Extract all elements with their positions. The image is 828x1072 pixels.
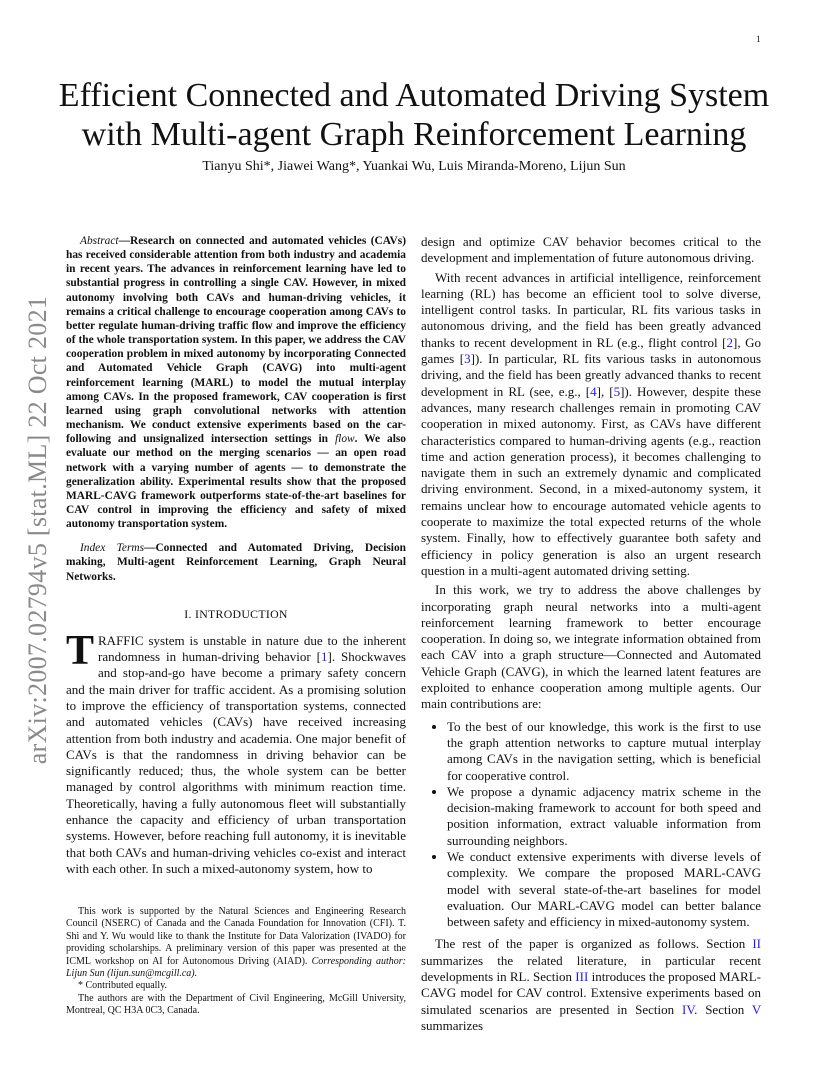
citation-link[interactable]: 4 xyxy=(590,383,597,399)
org-text-d: . Section xyxy=(694,1001,752,1017)
citation-link[interactable]: 5 xyxy=(613,383,621,399)
paragraph-continuation: design and optimize CAV behavior becomes critical to the development and implementation of future autonomous driving. xyxy=(421,234,761,266)
section-link[interactable]: III xyxy=(575,969,589,985)
section-link[interactable]: IV xyxy=(682,1001,695,1017)
intro-text-b: ]. Shockwaves and stop-and-go have become a primary safety concern and the main driver for traffic accident. As a promising solution to improve the efficiency of transportation systems, connected and automated vehicles (CAVs) have received increasing attention from both industry and academia. One major benefit of CAVs is that the randomness in driving behavior can be significantly reduced; thus, the whole system can be better managed by control algorithms with minimum reaction time. Theoretically, having a fully autonomous fleet will substantially enhance the capacity and efficiency of urban transportation systems. However, before reaching full autonomy, it is inevitable that both CAVs and human-driving vehicles co-exist and interact with each other. In such a mixed-autonomy system, how to xyxy=(66,649,406,876)
citation-link[interactable]: 1 xyxy=(321,649,328,665)
funding-footnote xyxy=(66,906,406,980)
footnotes xyxy=(66,906,406,1018)
intro-paragraph xyxy=(66,627,406,877)
rl-text-a: With recent advances in artificial intelligence, reinforcement learning (RL) has become an efficient tool to solve diverse, intelligent control tasks. In particular, RL fits various tasks in autonomous driving, and the field has been greatly advanced thanks to recent development in RL (e.g., flight control [ xyxy=(421,269,761,350)
funding-text: This work is supported by the Natural Sciences and Engineering Research Council (NSERC) of Canada and the Canada Foundation for Innovation (CFI). T. Shi and Y. Wu would like to thank the Institute for Data Valorization (IVADO) for providing scholarships. A preliminary version of this paper was presented at the ICML workshop on AI for Autonomous Driving (AIAD). xyxy=(66,906,406,967)
abstract xyxy=(66,234,406,531)
paragraph-rl-advances xyxy=(421,270,761,580)
citation-link[interactable]: 3 xyxy=(464,351,471,367)
org-text-a: The rest of the paper is organized as follows. Section xyxy=(435,936,753,952)
left-column xyxy=(66,234,406,877)
org-text-c: introduces the proposed MARL-CAVG model for CAV control. Extensive experiments based on simulated scenarios are presented in Section xyxy=(421,969,761,1017)
section-link[interactable]: V xyxy=(751,1001,761,1017)
list-item: • To the best of our knowledge, this work is the first to use the graph attention networks to capture mutual interplay among CAVs in the navigation setting, which is beneficial for cooperative control. xyxy=(447,719,761,784)
equal-contribution-footnote: * Contributed equally. xyxy=(78,980,168,992)
section-heading-introduction: I. INTRODUCTION xyxy=(184,606,288,621)
rl-text-c: ]). In particular, RL fits various tasks in autonomous driving, and the field has been greatly advanced thanks to recent development in RL (see, e.g., [ xyxy=(421,351,762,399)
rl-text-b: ], Go games [ xyxy=(421,334,762,367)
arxiv-identifier: arXiv:2007.02794v5 [stat.ML] 22 Oct 2021 xyxy=(23,295,52,765)
contributions-list xyxy=(421,719,761,931)
paragraph-this-work: In this work, we try to address the above challenges by incorporating graph neural networks into a multi-agent reinforcement learning framework to better encourage cooperation. In doing so, we integrate information obtained from each CAV into a graph structure—Connected and Automated Vehicle Graph (CAVG), in which the learned latent features are exploited to enhance cooperation among multiple agents. Our main contributions are: xyxy=(421,582,761,712)
right-column xyxy=(421,234,761,1034)
intro-text-a: RAFFIC system is unstable in nature due to the inherent randomness in human-driving behavior [ xyxy=(98,632,406,665)
abstract-label: Abstract xyxy=(80,235,119,247)
index-terms-label: Index Terms xyxy=(80,542,145,555)
author-list: Tianyu Shi*, Jiawei Wang*, Yuankai Wu, Luis Miranda-Moreno, Lijun Sun xyxy=(202,159,626,174)
citation-link[interactable]: 2 xyxy=(726,334,734,350)
drop-cap: T xyxy=(66,627,95,674)
index-terms-text: —Connected and Automated Driving, Decision making, Multi-agent Reinforcement Learning, Graph Neural Networks. xyxy=(66,542,406,583)
title-line-2: with Multi-agent Graph Reinforcement Learning xyxy=(81,116,747,153)
affiliation-footnote: The authors are with the Department of Civil Engineering, McGill University, Montreal, QC H3A 0C3, Canada. xyxy=(66,992,406,1017)
list-item: • We propose a dynamic adjacency matrix scheme in the decision-making framework to account for both speed and position information, extract valuable information from surrounding neighbors. xyxy=(447,784,761,849)
abstract-flow-word: flow xyxy=(334,433,355,446)
paper-title xyxy=(40,76,788,154)
org-text-e: summarizes xyxy=(421,1017,484,1033)
list-item: • We conduct extensive experiments with diverse levels of complexity. We compare the proposed MARL-CAVG model with several state-of-the-art baselines for model evaluation. Our MARL-CAVG model can better balance between safety and efficiency in mixed-autonomy system. xyxy=(447,849,761,930)
abstract-text: —Research on connected and automated vehicles (CAVs) has received considerable attention from both industry and academia in recent years. The advances in reinforcement learning have led to substantial progress in controlling a single CAV. However, in mixed autonomy involving both CAVs and human-driving vehicles, it remains a critical challenge to encourage cooperation among CAVs to better regulate human-driving traffic flow and improve the efficiency of the whole transportation system. In this paper, we address the CAV cooperation problem in mixed autonomy by incorporating Connected and Automated Vehicle Graph (CAVG) into multi-agent reinforcement learning (MARL) to model the mutual interplay among CAVs. In the proposed framework, CAV cooperation is first learned using graph convolutional networks with attention mechanism. We conduct extensive experiments based on the car-following and unsignalized intersection settings in xyxy=(66,235,406,446)
org-text-b: summarizes the related literature, in particular recent developments in RL. Section xyxy=(421,952,761,985)
page-number: 1 xyxy=(756,34,761,44)
abstract-text-end: . We also evaluate our method on the merging scenarios — an open road network with a varying number of agents — to demonstrate the generalization ability. Experimental results show that the proposed MARL-CAVG framework outperforms state-of-the-art baselines for CAV control in improving the efficiency and safety of mixed autonomy transportation system. xyxy=(66,433,406,531)
rl-text-d: ], [ xyxy=(596,383,614,399)
section-link[interactable]: II xyxy=(752,936,761,952)
rl-text-e: ]). However, despite these advances, many research challenges remain in promoting CAV cooperation in mixed autonomy. First, as CAVs have different characteristics compared to human-driving agents (e.g., reaction time and action generation process), it becomes challenging to navigate them in such an extremely dynamic and complicated driving environment. Second, in a mixed-autonomy system, it remains unclear how to encourage automated vehicle agents to cooperate to maximize the total expected returns of the whole system. Finally, how to effectively guarantee both safety and efficiency in policy generation is also an urgent research question in a multi-agent automated driving setting. xyxy=(421,383,761,578)
corresponding-author: Corresponding author: Lijun Sun (lijun.sun@mcgill.ca). xyxy=(66,955,406,980)
title-line-1: Efficient Connected and Automated Driving System xyxy=(58,77,770,114)
index-terms xyxy=(66,541,406,583)
paragraph-organization xyxy=(421,936,761,1034)
